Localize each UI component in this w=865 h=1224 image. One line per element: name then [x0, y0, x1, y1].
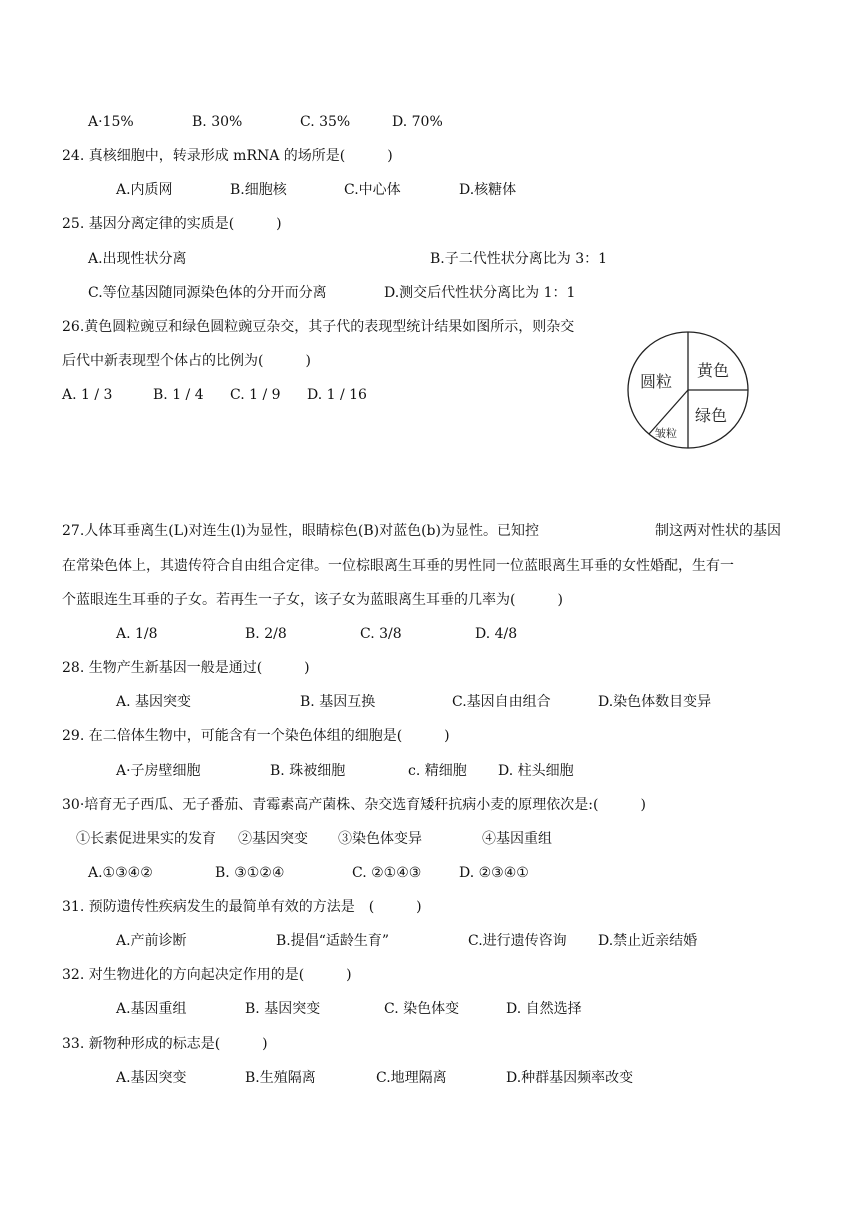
q33-option-b: B.生殖隔离 [245, 1070, 316, 1086]
pie-label-wrinkled: 皱粒 [655, 427, 677, 440]
q31-option-a: A.产前诊断 [116, 933, 187, 949]
q29-option-c: c. 精细胞 [408, 763, 467, 779]
q31-stem: 31. 预防遗传性疾病发生的最简单有效的方法是 ( ) [62, 899, 422, 915]
q23-option-d: D. 70% [392, 114, 443, 130]
q28-stem: 28. 生物产生新基因一般是通过( ) [62, 660, 310, 676]
q25-option-c: C.等位基因随同源染色体的分开而分离 [88, 285, 327, 301]
q29-option-b: B. 珠被细胞 [270, 763, 346, 779]
pie-label-round: 圆粒 [640, 372, 673, 391]
q33-option-a: A.基因突变 [116, 1070, 187, 1086]
q27-option-a: A. 1/8 [116, 626, 158, 642]
q27-stem-line1b: 制这两对性状的基因 [655, 523, 781, 539]
q30-principle-1: ①长素促进果实的发育 [76, 831, 216, 847]
q33-option-c: C.地理隔离 [376, 1070, 447, 1086]
q26-pie-figure [625, 330, 755, 452]
q23-option-c: C. 35% [300, 114, 351, 130]
q26-option-c: C. 1 / 9 [230, 387, 281, 403]
q31-option-d: D.禁止近亲结婚 [598, 933, 698, 949]
q32-option-a: A.基因重组 [116, 1001, 187, 1017]
q32-option-b: B. 基因突变 [245, 1001, 321, 1017]
q30-option-a: A.①③④② [88, 865, 153, 881]
q25-stem: 25. 基因分离定律的实质是( ) [62, 216, 282, 232]
q23-option-a: A·15% [88, 114, 134, 130]
q28-option-a: A. 基因突变 [116, 694, 192, 710]
q25-option-a: A.出现性状分离 [88, 251, 187, 267]
q33-stem: 33. 新物种形成的标志是( ) [62, 1036, 268, 1052]
q24-option-a: A.内质网 [116, 182, 173, 198]
q24-option-b: B.细胞核 [230, 182, 287, 198]
q30-option-b: B. ③①②④ [215, 865, 285, 881]
q28-option-b: B. 基因互换 [300, 694, 376, 710]
q26-option-a: A. 1 / 3 [62, 387, 113, 403]
q27-stem-line1a: 27.人体耳垂离生(L)对连生(l)为显性，眼睛棕色(B)对蓝色(b)为显性。已知控 [62, 523, 539, 539]
q29-stem: 29. 在二倍体生物中，可能含有一个染色体组的细胞是( ) [62, 728, 450, 744]
q30-option-d: D. ②③④① [459, 865, 529, 881]
q31-option-b: B.提倡“适龄生育” [276, 933, 390, 949]
q24-option-d: D.核糖体 [459, 182, 517, 198]
q30-stem: 30·培育无子西瓜、无子番茄、青霉素高产菌株、杂交选育矮秆抗病小麦的原理依次是:( ) [62, 797, 646, 813]
q32-stem: 32. 对生物进化的方向起决定作用的是( ) [62, 967, 352, 983]
pie-label-yellow: 黄色 [697, 361, 730, 380]
q30-principle-3: ③染色体变异 [338, 831, 422, 847]
q23-option-b: B. 30% [192, 114, 243, 130]
pie-label-green: 绿色 [695, 406, 728, 425]
q24-stem: 24. 真核细胞中，转录形成 mRNA 的场所是( ) [62, 148, 393, 164]
q33-option-d: D.种群基因频率改变 [506, 1070, 634, 1086]
q32-option-c: C. 染色体变 [384, 1001, 460, 1017]
q26-option-d: D. 1 / 16 [307, 387, 367, 403]
q27-stem-line2: 在常染色体上，其遗传符合自由组合定律。一位棕眼离生耳垂的男性同一位蓝眼离生耳垂的女性婚配，生有一 [62, 558, 734, 574]
q27-option-b: B. 2/8 [245, 626, 287, 642]
q26-option-b: B. 1 / 4 [153, 387, 204, 403]
q29-option-d: D. 柱头细胞 [498, 763, 574, 779]
q30-principle-4: ④基因重组 [482, 831, 552, 847]
q26-stem-line1: 26.黄色圆粒豌豆和绿色圆粒豌豆杂交，其子代的表现型统计结果如图所示，则杂交 [62, 319, 575, 335]
q28-option-d: D.染色体数目变异 [598, 694, 712, 710]
q26-stem-line2: 后代中新表现型个体占的比例为( ) [62, 353, 311, 369]
q32-option-d: D. 自然选择 [506, 1001, 582, 1017]
q27-stem-line3: 个蓝眼连生耳垂的子女。若再生一子女，该子女为蓝眼离生耳垂的几率为( ) [62, 592, 563, 608]
q30-option-c: C. ②①④③ [352, 865, 422, 881]
q28-option-c: C.基因自由组合 [452, 694, 551, 710]
q29-option-a: A·子房壁细胞 [116, 763, 201, 779]
q31-option-c: C.进行遗传咨询 [468, 933, 567, 949]
q30-principle-2: ②基因突变 [238, 831, 308, 847]
q24-option-c: C.中心体 [344, 182, 401, 198]
q27-option-c: C. 3/8 [360, 626, 402, 642]
q25-option-d: D.测交后代性状分离比为 1：1 [384, 285, 576, 301]
q27-option-d: D. 4/8 [475, 626, 518, 642]
q25-option-b: B.子二代性状分离比为 3：1 [430, 251, 608, 267]
